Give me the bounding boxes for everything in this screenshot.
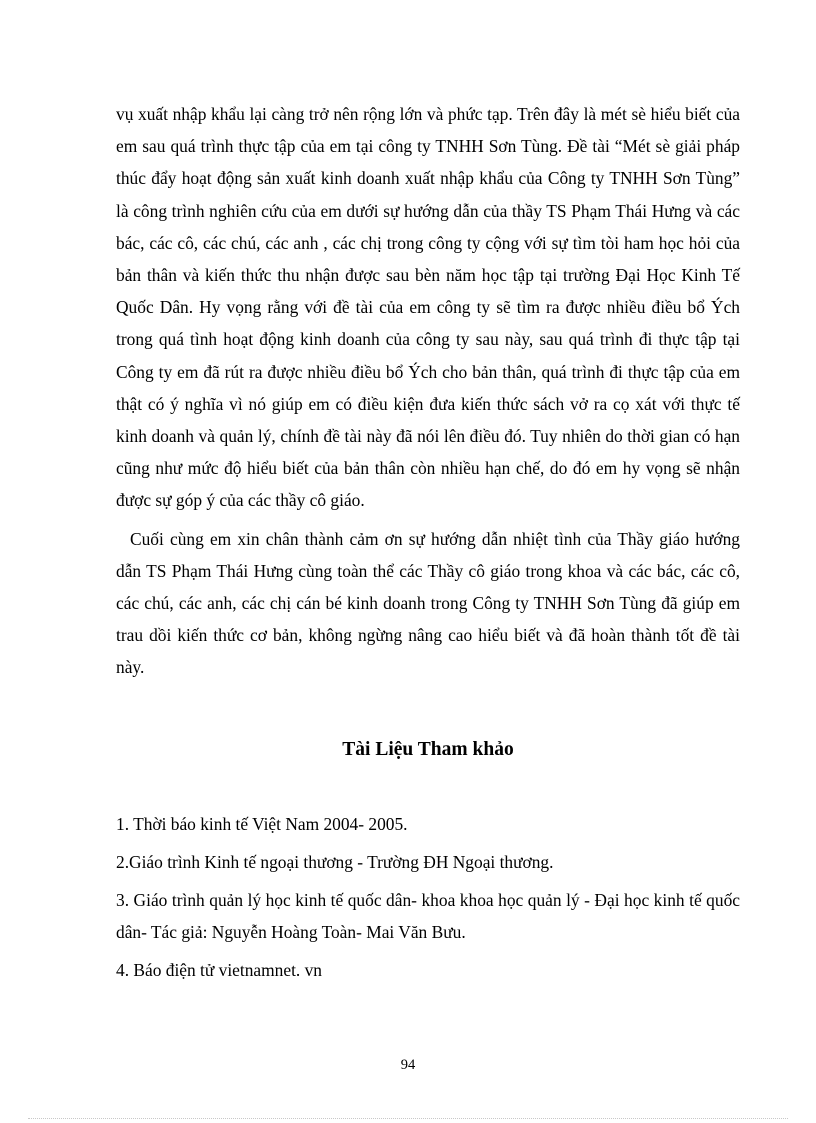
page-number: 94 <box>400 1057 416 1073</box>
reference-item-1: 1. Thời báo kinh tế Việt Nam 2004- 2005. <box>116 813 408 834</box>
reference-item-4: 4. Báo điện tử vietnamnet. vn <box>116 959 322 980</box>
page-bottom-divider <box>28 1118 788 1119</box>
reference-item-2: 2.Giáo trình Kinh tế ngoại thương - Trường ĐH Ngoại thương. <box>116 851 554 872</box>
body-paragraph-1: vụ xuất nhập khẩu lại càng trở nên rộng lớn và phức tạp. Trên đây là mét sè hiểu biết của em sau quá trình thực tập của em tại công ty TNHH Sơn Tùng. Đề tài “Mét sè giải pháp thúc đẩy hoạt động sản xuất kinh doanh xuất nhập khẩu của Công ty TNHH Sơn Tùng” là công trình nghiên cứu của em dưới sự hướng dẫn của thầy TS Phạm Thái Hưng và các bác, các cô, các chú, các anh , các chị trong công ty cộng với sự tìm tòi ham học hỏi của bản thân và kiến thức thu nhận được sau bèn năm học tập tại trường Đại Học Kinh Tế Quốc Dân. Hy vọng rằng với đề tài của em công ty sẽ tìm ra được nhiều điều bổ Ých trong quá tình hoạt động kinh doanh của công ty sau này, sau quá trình đi thực tập tại Công ty em đã rút ra được nhiều điều bổ Ých cho bản thân, quá trình đi thực tập của em thật có ý nghĩa vì nó giúp em có điều kiện đưa kiến thức sách vở ra cọ xát với thực tế kinh doanh và quản lý, chính đề tài này đã nói lên điều đó. Tuy nhiên do thời gian có hạn cũng như mức độ hiểu biết của bản thân còn nhiều hạn chế, do đó em hy vọng sẽ nhận được sự góp ý của các thầy cô giáo. <box>116 104 740 511</box>
body-paragraph-2: Cuối cùng em xin chân thành cảm ơn sự hướng dẫn nhiệt tình của Thầy giáo hướng dẫn TS Phạm Thái Hưng cùng toàn thể các Thầy cô giáo trong khoa và các bác, các cô, các chú, các anh, các chị cán bé kinh doanh trong Công ty TNHH Sơn Tùng đã giúp em trau dồi kiến thức cơ bản, không ngừng nâng cao hiểu biết và đã hoàn thành tốt đề tài này. <box>116 528 740 678</box>
references-heading: Tài Liệu Tham khảo <box>342 738 514 760</box>
references-list <box>116 808 740 986</box>
page-content <box>116 98 740 992</box>
reference-item-3: 3. Giáo trình quản lý học kinh tế quốc dân- khoa khoa học quản lý - Đại học kinh tế quốc dân- Tác giả: Nguyễn Hoàng Toàn- Mai Văn Bưu. <box>116 889 740 942</box>
